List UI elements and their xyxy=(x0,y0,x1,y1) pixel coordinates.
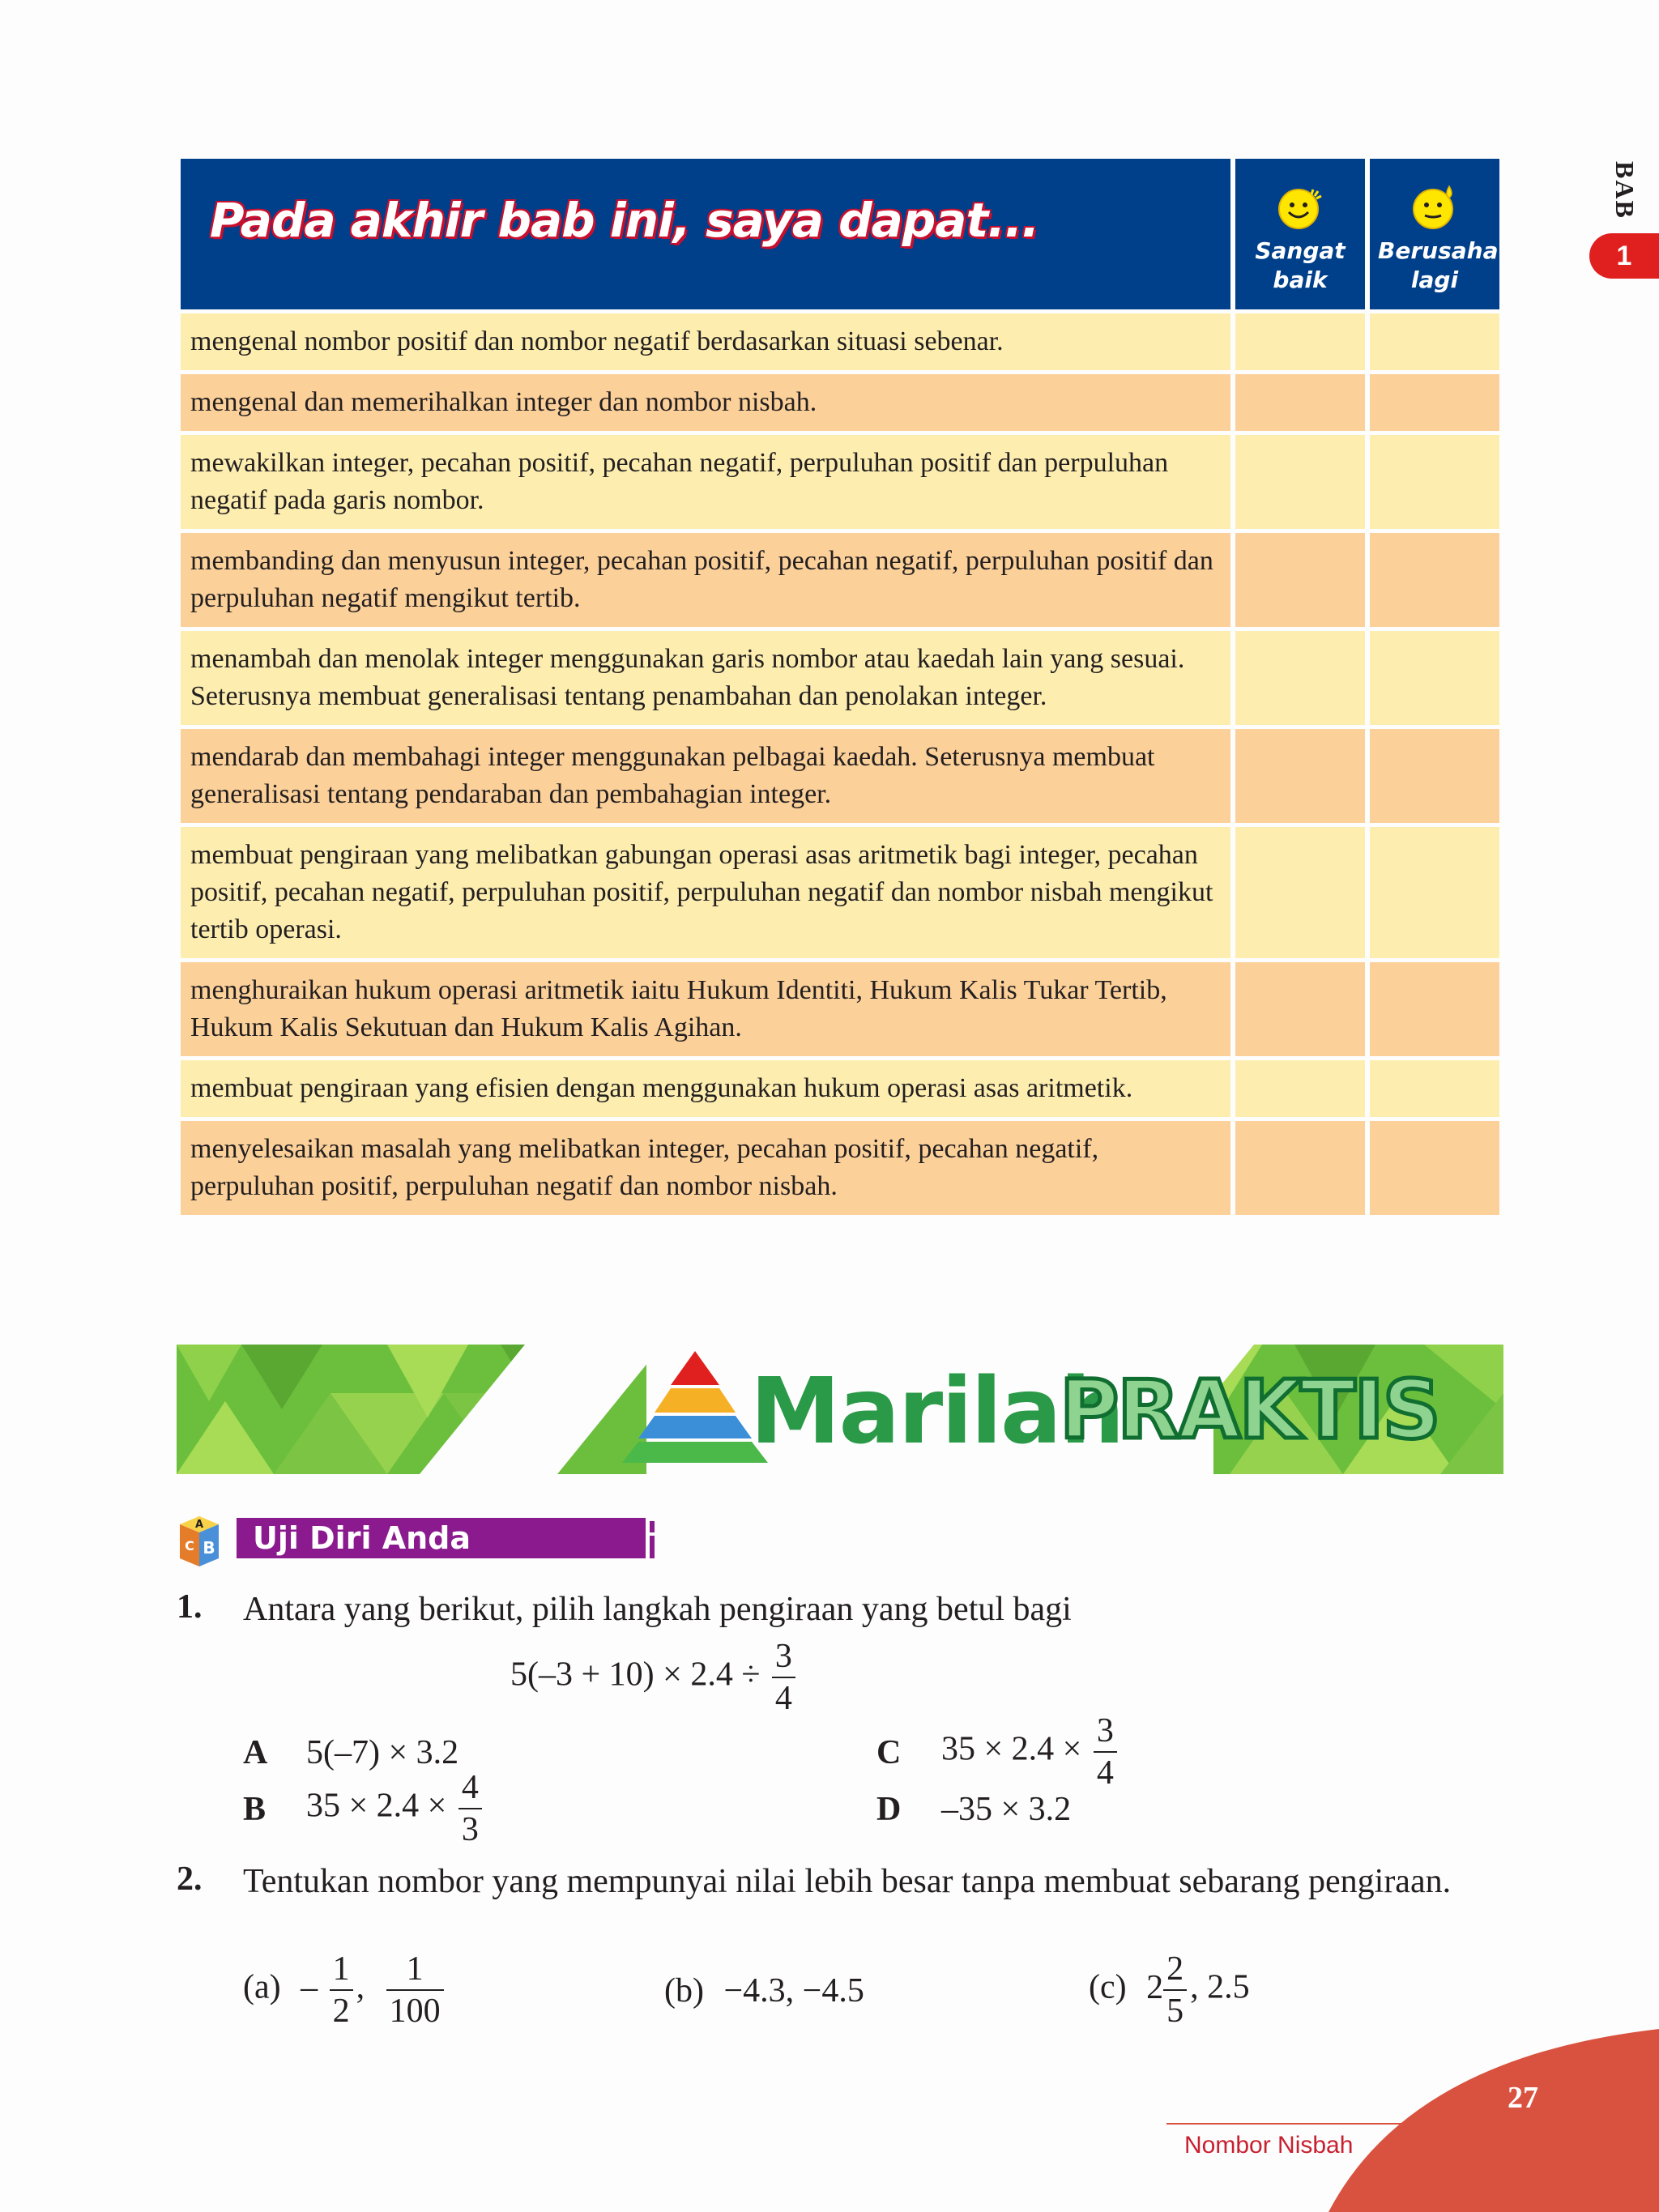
checkbox-berusaha-lagi[interactable] xyxy=(1370,962,1499,1056)
checklist-item-text: menghuraikan hukum operasi aritmetik iaitu Hukum Identiti, Hukum Kalis Tukar Tertib, Hukum Kalis Sekutuan dan Hukum Kalis Agihan. xyxy=(181,962,1230,1056)
checklist-item-text: membuat pengiraan yang efisien dengan menggunakan hukum operasi asas aritmetik. xyxy=(181,1060,1230,1117)
sweating-face-icon xyxy=(1410,183,1459,232)
fraction-numerator: 1 xyxy=(386,1952,444,1991)
checkbox-berusaha-lagi[interactable] xyxy=(1370,1121,1499,1215)
negative-sign: – xyxy=(301,1968,318,2006)
part-values: −4.3, −4.5 xyxy=(723,1972,864,2010)
checklist-item-text: mengenal nombor positif dan nombor negatif berdasarkan situasi sebenar. xyxy=(181,313,1230,370)
part-c xyxy=(1089,1952,1250,2028)
fraction xyxy=(330,1952,353,2028)
fraction-denominator: 2 xyxy=(332,1993,350,2030)
banner-word-praktis: PRAKTIS xyxy=(1060,1362,1439,1457)
part-values: , 2.5 xyxy=(1190,1968,1250,2006)
checkbox-berusaha-lagi[interactable] xyxy=(1370,435,1499,529)
fraction-denominator: 5 xyxy=(1166,1993,1184,2030)
column-label: Berusaha lagi xyxy=(1378,237,1499,293)
option-letter: C xyxy=(876,1734,902,1771)
page-number: 27 xyxy=(1508,2081,1538,2115)
checklist-title-cell xyxy=(181,159,1230,309)
column-label: Sangat baik xyxy=(1255,237,1346,293)
block-letter-a: A xyxy=(194,1519,204,1531)
checklist-row xyxy=(181,729,1499,823)
option-text: 35 × 2.4 × xyxy=(306,1787,447,1825)
part-label: (a) xyxy=(243,1968,281,2006)
fraction-numerator: 4 xyxy=(458,1771,482,1809)
fraction-denominator: 3 xyxy=(461,1811,479,1848)
fraction-numerator: 3 xyxy=(772,1639,795,1678)
fraction-numerator: 2 xyxy=(1163,1952,1187,1991)
part-b xyxy=(664,1971,864,2010)
fraction xyxy=(772,1639,795,1715)
chapter-label: BAB xyxy=(1610,161,1640,219)
fraction-denominator: 4 xyxy=(1096,1754,1114,1792)
checklist-row xyxy=(181,313,1499,370)
fraction-numerator: 1 xyxy=(330,1952,353,1991)
question-expression xyxy=(510,1639,799,1715)
option-letter: A xyxy=(243,1734,268,1771)
checklist-row xyxy=(181,1121,1499,1215)
separator: , xyxy=(356,1968,365,2006)
column-sangat-baik xyxy=(1235,159,1365,309)
fraction xyxy=(458,1771,482,1847)
checklist-row xyxy=(181,1060,1499,1117)
checklist-item-text: mewakilkan integer, pecahan positif, pecahan negatif, perpuluhan positif dan perpuluhan negatif pada garis nombor. xyxy=(181,435,1230,529)
checklist-row xyxy=(181,631,1499,725)
block-letter-b: B xyxy=(203,1538,215,1558)
part-a xyxy=(243,1952,447,2028)
checklist-row xyxy=(181,962,1499,1056)
checkbox-berusaha-lagi[interactable] xyxy=(1370,533,1499,627)
section-title: Uji Diri Anda xyxy=(253,1520,471,1556)
checkbox-sangat-baik[interactable] xyxy=(1235,827,1365,958)
checkbox-sangat-baik[interactable] xyxy=(1235,435,1365,529)
checkbox-sangat-baik[interactable] xyxy=(1235,533,1365,627)
abc-blocks-icon xyxy=(175,1513,240,1570)
checkbox-sangat-baik[interactable] xyxy=(1235,1121,1365,1215)
fraction-denominator: 4 xyxy=(774,1680,792,1717)
checklist-item-text: menambah dan menolak integer menggunakan garis nombor atau kaedah lain yang sesuai. Seterusnya membuat generalisasi tentang penambahan dan penolakan integer. xyxy=(181,631,1230,725)
checklist-row xyxy=(181,827,1499,958)
checkbox-sangat-baik[interactable] xyxy=(1235,962,1365,1056)
option-letter: D xyxy=(876,1791,902,1828)
checkbox-berusaha-lagi[interactable] xyxy=(1370,374,1499,431)
fraction xyxy=(1094,1714,1117,1790)
self-assessment-checklist xyxy=(181,159,1499,1215)
checkbox-berusaha-lagi[interactable] xyxy=(1370,631,1499,725)
footer-chapter-title: Nombor Nisbah xyxy=(1184,2132,1354,2159)
checklist-item-text: membuat pengiraan yang melibatkan gabungan operasi asas aritmetik bagi integer, pecahan positif, pecahan negatif, perpuluhan positif, perpuluhan negatif dan nombor nisbah mengikut tertib operasi. xyxy=(181,827,1230,958)
checkbox-berusaha-lagi[interactable] xyxy=(1370,313,1499,370)
fraction xyxy=(386,1952,444,2028)
option-expression xyxy=(306,1771,485,1847)
question-text: Tentukan nombor yang mempunyai nilai lebih besar tanpa membuat sebarang pengiraan. xyxy=(243,1863,1452,1900)
option-text: 35 × 2.4 × xyxy=(941,1730,1082,1768)
checklist-item-text: membanding dan menyusun integer, pecahan positif, pecahan negatif, perpuluhan positif dan perpuluhan negatif mengikut tertib. xyxy=(181,533,1230,627)
checkbox-sangat-baik[interactable] xyxy=(1235,313,1365,370)
checkbox-sangat-baik[interactable] xyxy=(1235,631,1365,725)
checkbox-berusaha-lagi[interactable] xyxy=(1370,827,1499,958)
checkbox-berusaha-lagi[interactable] xyxy=(1370,1060,1499,1117)
fraction-numerator: 3 xyxy=(1094,1714,1117,1753)
checklist-row xyxy=(181,435,1499,529)
fraction xyxy=(1163,1952,1187,2028)
checklist-title: Pada akhir bab ini, saya dapat... xyxy=(210,193,1039,248)
option-expression xyxy=(941,1714,1120,1790)
checklist-header xyxy=(181,159,1499,309)
block-letter-c: C xyxy=(185,1538,194,1554)
section-heading xyxy=(175,1513,548,1570)
option-text: –35 × 3.2 xyxy=(941,1791,1072,1828)
question-number: 1. xyxy=(177,1588,203,1626)
checkbox-berusaha-lagi[interactable] xyxy=(1370,729,1499,823)
checklist-item-text: mendarab dan membahagi integer menggunakan pelbagai kaedah. Seterusnya membuat generalisasi tentang pendaraban dan pembahagian integer. xyxy=(181,729,1230,823)
checkbox-sangat-baik[interactable] xyxy=(1235,729,1365,823)
option-text: 5(–7) × 3.2 xyxy=(306,1734,459,1771)
practice-banner xyxy=(177,1345,1503,1474)
happy-face-icon xyxy=(1276,183,1324,232)
checklist-item-text: mengenal dan memerihalkan integer dan nombor nisbah. xyxy=(181,374,1230,431)
part-label: (c) xyxy=(1089,1968,1127,2006)
question-number: 2. xyxy=(177,1860,203,1898)
expression-main: 5(–3 + 10) × 2.4 ÷ xyxy=(510,1656,761,1694)
checkbox-sangat-baik[interactable] xyxy=(1235,374,1365,431)
footer-swoosh xyxy=(1328,2029,1659,2212)
mixed-number-whole: 2 xyxy=(1146,1968,1164,2006)
question-text: Antara yang berikut, pilih langkah pengiraan yang betul bagi xyxy=(243,1591,1072,1628)
part-label: (b) xyxy=(664,1972,704,2010)
column-berusaha-lagi xyxy=(1370,159,1499,309)
checkbox-sangat-baik[interactable] xyxy=(1235,1060,1365,1117)
banner-word-marilah: Marilah xyxy=(750,1359,1124,1464)
fraction-denominator: 100 xyxy=(389,1993,441,2030)
checklist-row xyxy=(181,374,1499,431)
option-letter: B xyxy=(243,1791,267,1828)
checklist-row xyxy=(181,533,1499,627)
chapter-number: 1 xyxy=(1589,233,1659,279)
checklist-item-text: menyelesaikan masalah yang melibatkan integer, pecahan positif, pecahan negatif, perpuluhan positif, perpuluhan negatif dan nombor nisbah. xyxy=(181,1121,1230,1215)
